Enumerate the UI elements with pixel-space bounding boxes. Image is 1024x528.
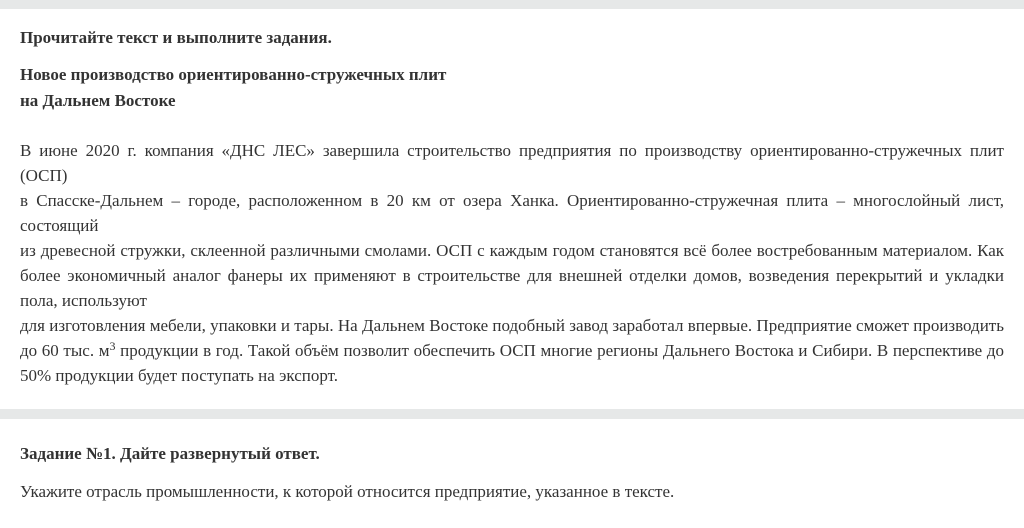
- article-paragraph-4: [20, 313, 1004, 388]
- task-1-question: Укажите отрасль промышленности, к которой относится предприятие, указанное в тексте.: [20, 482, 675, 501]
- article-title: [20, 62, 1004, 114]
- reading-text-card: [0, 9, 1024, 409]
- article-paragraph-4-start: для изготовления мебели, упаковки и тары. На Дальнем Востоке подобный завод заработал впервые. Предприятие сможет производить до 60 тыс. м: [20, 316, 1004, 360]
- section-separator: [0, 409, 1024, 419]
- article-body: [20, 138, 1004, 388]
- task-1-card: [0, 419, 1024, 528]
- article-title-line-1: Новое производство ориентированно-стружечных плит: [20, 65, 447, 84]
- task-1-title: Задание №1. Дайте развернутый ответ.: [20, 444, 320, 463]
- top-bar: [0, 0, 1024, 9]
- article-title-line-2: на Дальнем Востоке: [20, 91, 176, 110]
- instruction-text: Прочитайте текст и выполните задания.: [20, 28, 332, 47]
- article-paragraph-4-end: продукции в год. Такой объём позволит обеспечить ОСП многие регионы Дальнего Востока и Сибири. В перспективе до 50% продукции будет поступать на экспорт.: [20, 341, 1004, 385]
- article-paragraph-2: в Спасске-Дальнем – городе, расположенном в 20 км от озера Ханка. Ориентированно-стружечная плита – многослойный лист, состоящий: [20, 191, 1004, 235]
- article-paragraph-3: из древесной стружки, склеенной различными смолами. ОСП с каждым годом становятся всё более востребованным материалом. Как более экономичный аналог фанеры их применяют в строительстве для внешней отделки домов, возведения перекрытий и укладки пола, используют: [20, 241, 1004, 310]
- article-paragraph-1: В июне 2020 г. компания «ДНС ЛЕС» завершила строительство предприятия по производству ориентированно-стружечных плит (ОСП): [20, 141, 1004, 185]
- cubic-superscript: 3: [109, 339, 116, 353]
